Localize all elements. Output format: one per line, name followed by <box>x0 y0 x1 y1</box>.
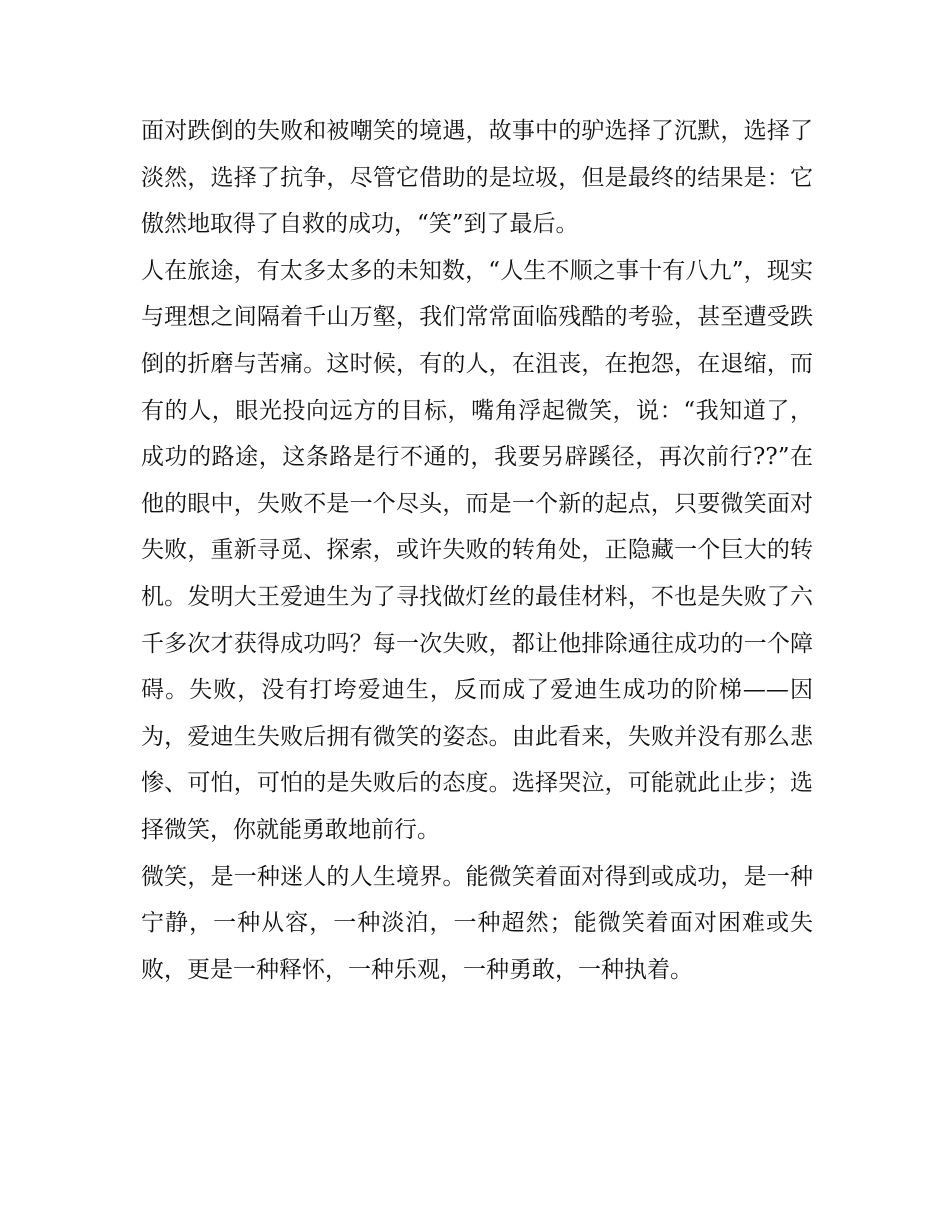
paragraph-3: 微笑，是一种迷人的人生境界。能微笑着面对得到或成功，是一种宁静，一种从容，一种淡泊，一种超然；能微笑着面对困难或失败，更是一种释怀，一种乐观，一种勇敢，一种执着。 <box>141 863 813 983</box>
body-text <box>141 108 813 993</box>
paragraph-2: 人在旅途，有太多太多的未知数，“人生不顺之事十有八九”，现实与理想之间隔着千山万壑，我们常常面临残酷的考验，甚至遭受跌倒的折磨与苦痛。这时候，有的人，在沮丧，在抱怨，在退缩，而有的人，眼光投向远方的目标，嘴角浮起微笑，说：“我知道了，成功的路途，这条路是行不通的，我要另辟蹊径，再次前行??”在他的眼中，失败不是一个尽头，而是一个新的起点，只要微笑面对失败，重新寻觅、探索，或许失败的转角处，正隐藏一个巨大的转机。发明大王爱迪生为了寻找做灯丝的最佳材料，不也是失败了六千多次才获得成功吗？每一次失败，都让他排除通往成功的一个障碍。失败，没有打垮爱迪生，反而成了爱迪生成功的阶梯——因为，爱迪生失败后拥有微笑的姿态。由此看来，失败并没有那么悲惨、可怕，可怕的是失败后的态度。选择哭泣，可能就此止步；选择微笑，你就能勇敢地前行。 <box>141 257 813 843</box>
paragraph-1: 面对跌倒的失败和被嘲笑的境遇，故事中的驴选择了沉默，选择了淡然，选择了抗争，尽管它借助的是垃圾，但是最终的结果是：它傲然地取得了自救的成功，“笑”到了最后。 <box>141 118 813 238</box>
